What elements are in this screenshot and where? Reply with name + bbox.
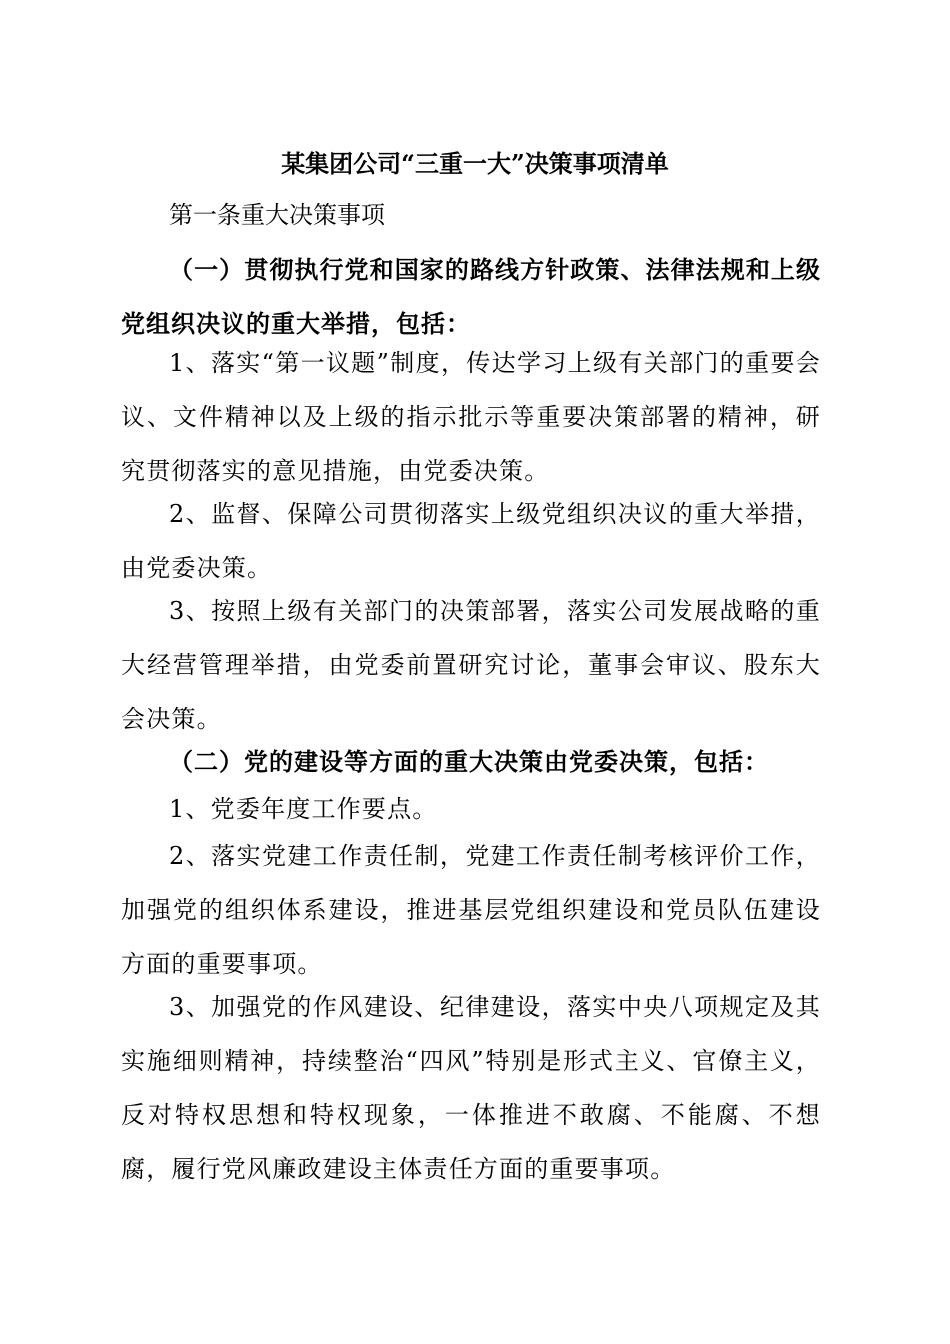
- article-heading: 第一条重大决策事项: [169, 201, 385, 229]
- section-2-item: 2、落实党建工作责任制，党建工作责任制考核评价工作，加强党的组织体系建设，推进基层党组织建设和党员队伍建设方面的重要事项。: [121, 842, 821, 978]
- section-2-heading: （二）党的建设等方面的重大决策由党委决策，包括：: [169, 747, 769, 776]
- section-1-heading: （一）贯彻执行党和国家的路线方针政策、法律法规和上级党组织决议的重大举措，包括：: [121, 255, 821, 338]
- section-2-item: 1、党委年度工作要点。: [169, 795, 438, 823]
- section-2-item: 3、加强党的作风建设、纪律建设，落实中央八项规定及其实施细则精神，持续整治“四风”特别是形式主义、官僚主义，反对特权思想和特权现象，一体推进不敢腐、不能腐、不想腐，履行党风廉政建设主体责任方面的重要事项。: [121, 993, 821, 1183]
- document-title: 某集团公司“三重一大”决策事项清单: [281, 149, 669, 178]
- section-1-item: 3、按照上级有关部门的决策部署，落实公司发展战略的重大经营管理举措，由党委前置研究讨论，董事会审议、股东大会决策。: [121, 597, 821, 733]
- section-1-item: 2、监督、保障公司贯彻落实上级党组织决议的重大举措，由党委决策。: [121, 500, 821, 582]
- section-1-item: 1、落实“第一议题”制度，传达学习上级有关部门的重要会议、文件精神以及上级的指示批示等重要决策部署的精神，研究贯彻落实的意见措施，由党委决策。: [121, 349, 821, 485]
